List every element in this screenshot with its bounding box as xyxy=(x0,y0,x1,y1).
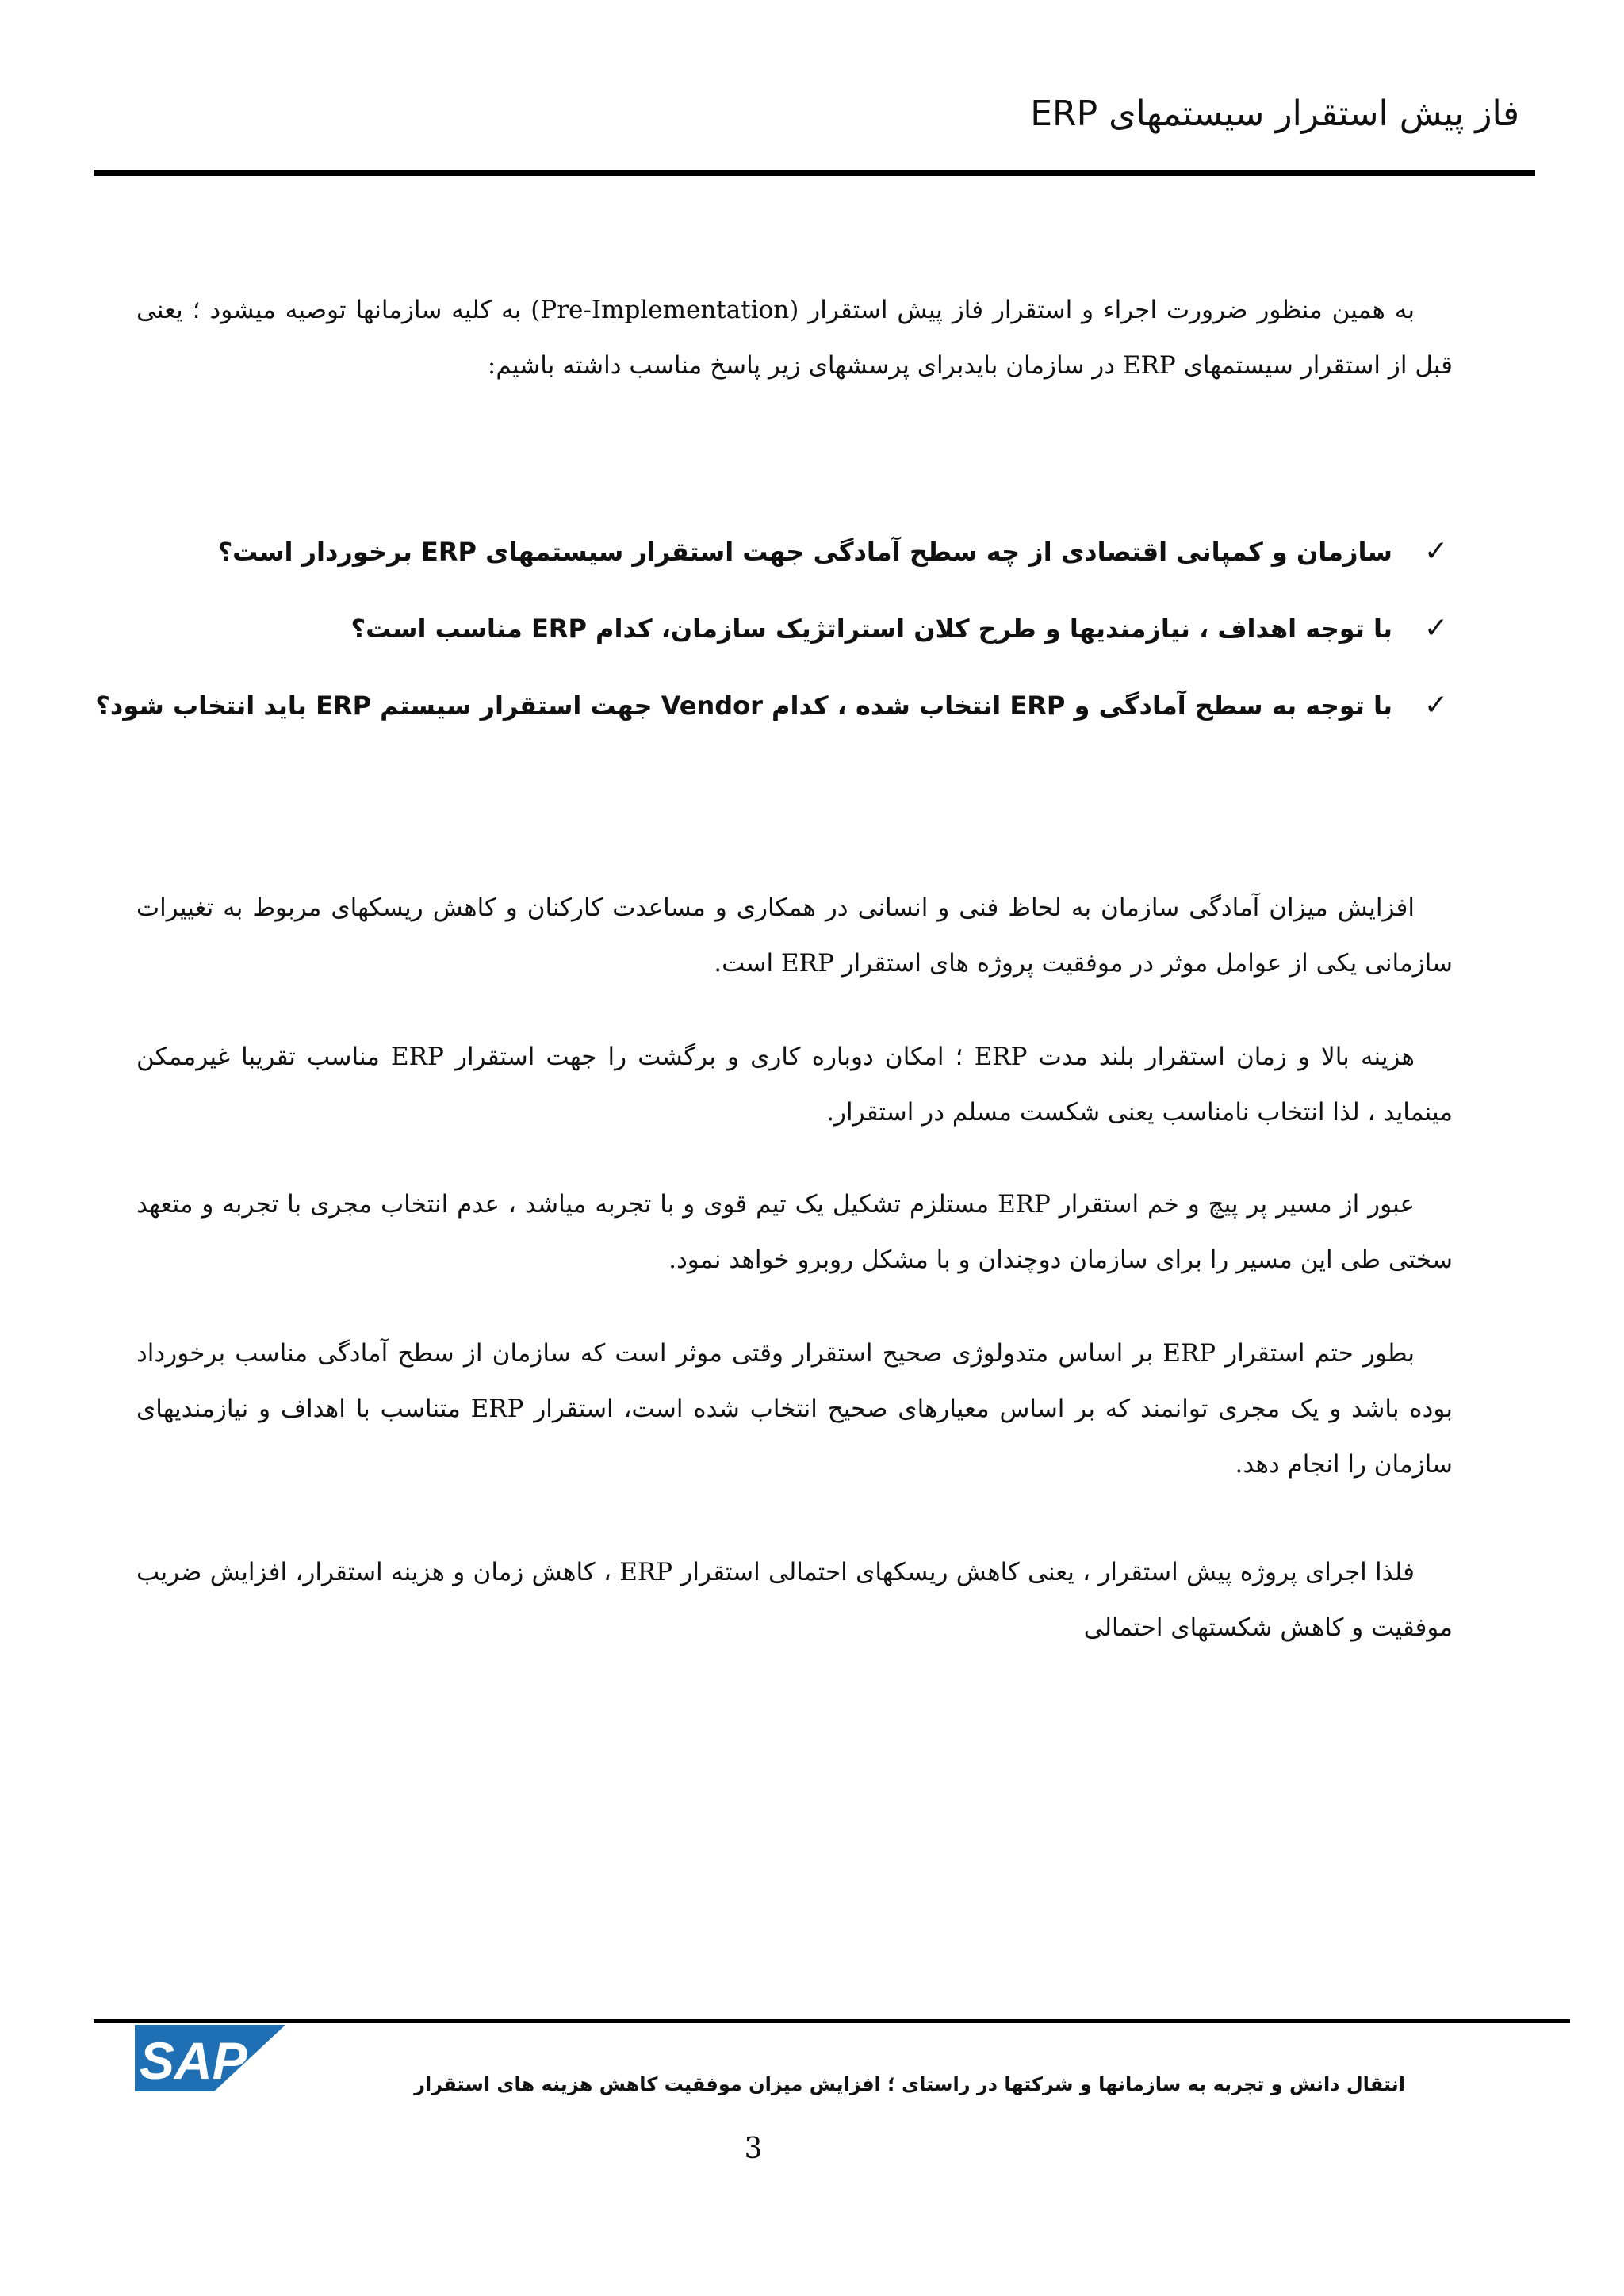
body-paragraph xyxy=(136,1029,1453,1140)
sap-logo-text: SAP xyxy=(140,2031,247,2090)
body-paragraph xyxy=(136,1177,1453,1288)
footer-text: انتقال دانش و تجربه به سازمانها و شرکتها در راستای ؛ افزایش میزان موفقیت کاهش هزینه های استقرار xyxy=(414,2073,1405,2095)
question-text: سازمان و کمپانی اقتصادی از چه سطح آمادگی جهت استقرار سیستمهای ERP برخوردار است؟ xyxy=(217,537,1392,567)
body-paragraph xyxy=(136,1326,1453,1492)
question-list xyxy=(95,522,1448,752)
sap-logo xyxy=(135,2025,285,2091)
question-item xyxy=(100,599,1448,675)
body-paragraph xyxy=(136,880,1453,991)
question-item xyxy=(100,522,1448,599)
body-paragraph xyxy=(136,1544,1453,1655)
intro-paragraph xyxy=(136,282,1453,393)
paragraph-text: فلذا اجرای پروژه پیش استقرار ، یعنی کاهش ریسکهای احتمالی استقرار ERP ، کاهش زمان و هزینه استقرار، افزایش ضریب موفقیت و کاهش شکستهای احتمالی xyxy=(136,1558,1453,1642)
intro-text: به همین منظور ضرورت اجراء و استقرار فاز پیش استقرار (Pre-Implementation) به کلیه سازمانها توصیه میشود ؛ یعنی قبل از استقرار سیستمهای ERP در سازمان بایدبرای پرسشهای زیر پاسخ مناسب داشته باشیم: xyxy=(136,296,1453,380)
checkmark-icon: ✓ xyxy=(1423,612,1448,645)
header-title: فاز پیش استقرار سیستمهای ERP xyxy=(1030,94,1519,134)
paragraph-text: هزینه بالا و زمان استقرار بلند مدت ERP ؛ امکان دوباره کاری و برگشت را جهت استقرار ERP مناسب تقریبا غیرممکن مینماید ، لذا انتخاب نامناسب یعنی شکست مسلم در استقرار. xyxy=(136,1043,1453,1127)
paragraph-text: بطور حتم استقرار ERP بر اساس متدولوژی صحیح استقرار وقتی موثر است که سازمان از سطح آمادگی مناسب برخورداد بوده باشد و یک مجری توانمند که بر اساس معیارهای صحیح انتخاب شده است، استقرار ERP متناسب با اهداف و نیازمندیهای سازمان را انجام دهد. xyxy=(136,1339,1453,1479)
header-divider xyxy=(94,170,1535,176)
checkmark-icon: ✓ xyxy=(1423,689,1448,721)
question-text: با توجه به سطح آمادگی و ERP انتخاب شده ، کدام Vendor جهت استقرار سیستم ERP باید انتخاب شود؟ xyxy=(95,691,1392,721)
question-item xyxy=(95,675,1448,752)
paragraph-text: افزایش میزان آمادگی سازمان به لحاظ فنی و انسانی در همکاری و مساعدت کارکنان و کاهش ریسکهای مربوط به تغییرات سازمانی یکی از عوامل موثر در موفقیت پروژه های استقرار ERP است. xyxy=(136,894,1453,978)
footer-divider xyxy=(94,2019,1570,2023)
question-text: با توجه اهداف ، نیازمندیها و طرح کلان استراتژیک سازمان، کدام ERP مناسب است؟ xyxy=(350,614,1392,644)
checkmark-icon: ✓ xyxy=(1423,535,1448,568)
page-number: 3 xyxy=(744,2133,763,2165)
paragraph-text: عبور از مسیر پر پیچ و خم استقرار ERP مستلزم تشکیل یک تیم قوی و با تجربه میاشد ، عدم انتخاب مجری با تجربه و متعهد سختی طی این مسیر را برای سازمان دوچندان و با مشکل روبرو خواهد نمود. xyxy=(136,1190,1453,1274)
